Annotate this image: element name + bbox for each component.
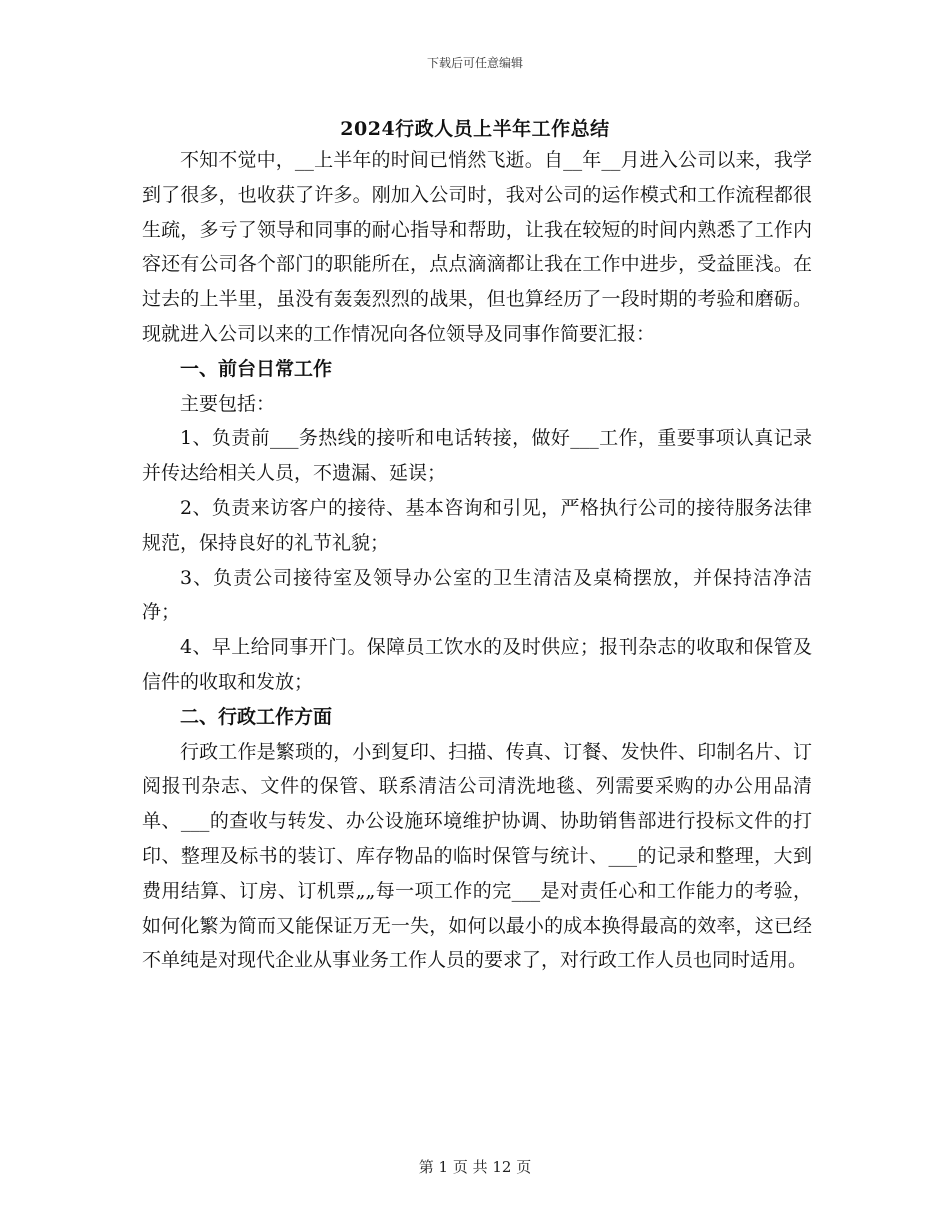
page-number-footer: 第 1 页 共 12 页	[418, 1158, 532, 1176]
document-body	[142, 143, 812, 978]
list-item-3: 3、负责公司接待室及领导办公室的卫生清洁及桌椅摆放，并保持洁净洁净；	[142, 566, 812, 624]
admin-work-paragraph: 行政工作是繁琐的，小到复印、扫描、传真、订餐、发快件、印制名片、订阅报刊杂志、文件的保管、联系清洁公司清洗地毯、列需要采购的办公用品清单、___的查收与转发、办公设施环境维护协调、协助销售部进行投标文件的打印、整理及标书的装订、库存物品的临时保管与统计、___的记录和整理，大到费用结算、订房、订机票„„每一项工作的完___是对责任心和工作能力的考验，如何化繁为简而又能保证万无一失，如何以最小的成本换得最高的效率，这已经不单纯是对现代企业从事业务工作人员的要求了，对行政工作人员也同时适用。	[142, 740, 812, 972]
list-item-2: 2、负责来访客户的接待、基本咨询和引见，严格执行公司的接待服务法律规范，保持良好的礼节礼貌；	[142, 496, 812, 554]
header-note: 下载后可任意编辑	[426, 56, 523, 70]
body-paragraph: 主要包括：	[180, 392, 276, 415]
section-heading-admin-work: 二、行政工作方面	[180, 705, 333, 728]
list-item-1: 1、负责前___务热线的接听和电话转接，做好___工作，重要事项认真记录并传达给相关人员，不遗漏、延误；	[142, 427, 812, 485]
section-heading-front-desk: 一、前台日常工作	[180, 357, 333, 380]
intro-paragraph: 不知不觉中，__上半年的时间已悄然飞逝。自__年__月进入公司以来，我学到了很多，也收获了许多。刚加入公司时，我对公司的运作模式和工作流程都很生疏，多亏了领导和同事的耐心指导和帮助，让我在较短的时间内熟悉了工作内容还有公司各个部门的职能所在，点点滴滴都让我在工作中进步，受益匪浅。在过去的上半里，虽没有轰轰烈烈的战果，但也算经历了一段时期的考验和磨砺。现就进入公司以来的工作情况向各位领导及同事作简要汇报：	[142, 149, 812, 345]
document-title: 2024行政人员上半年工作总结	[340, 118, 610, 140]
list-item-4: 4、早上给同事开门。保障员工饮水的及时供应；报刊杂志的收取和保管及信件的收取和发放；	[142, 636, 812, 693]
